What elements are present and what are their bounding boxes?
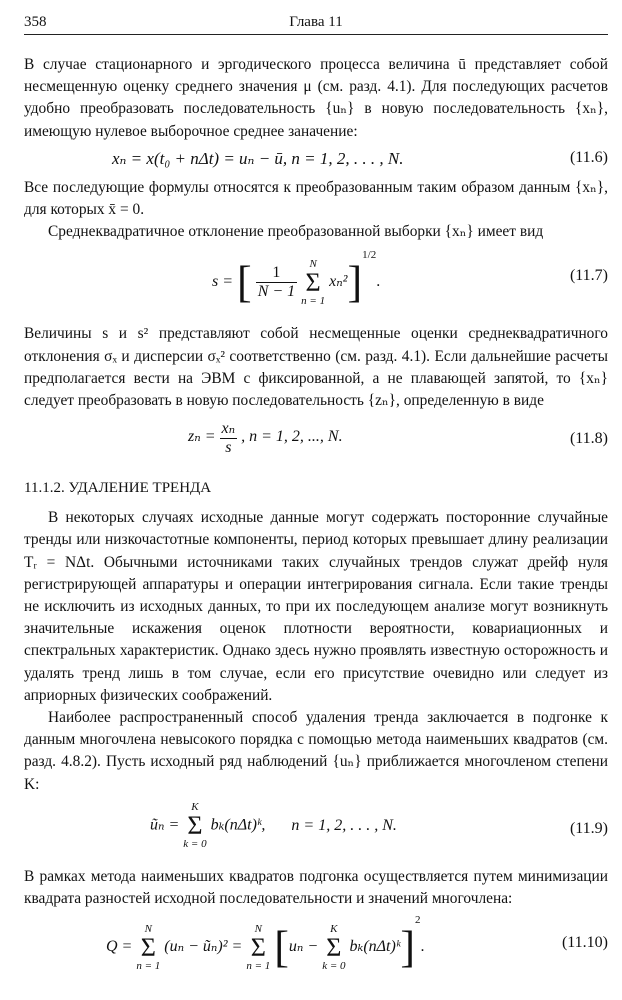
paragraph-trends: В некоторых случаях исходные данные могут содержать посторонние случайные тренды или низкочастотные компоненты, период которых превышает длину реализации Tᵣ = NΔt. Обычными источниками таких случайных трендов служат дрейф нуля регистрирующей аппаратуры и операции интегрирования сигнала. Если такие тренды не исключить из исходных данных, то при их последующем анализе могут возникнуть значительные искажения оценок плотности вероятности, ковариационных и спектральных характеристик. Однако здесь нужно проявлять известную осторожность и удалять тренд лишь в том случае, если его присутствие очевидно или следует из априорных физических соображений. xyxy=(24,509,608,704)
eq7-fraction xyxy=(256,264,297,301)
eq10-sum2-top: N xyxy=(254,922,262,935)
eq10-sum3-bottom: k = 0 xyxy=(322,959,346,972)
eq10-sum1: N Σ n = 1 xyxy=(136,922,161,972)
eq7-sum-bottom: n = 1 xyxy=(301,294,326,307)
page-number: 358 xyxy=(24,14,47,30)
header-rule xyxy=(24,34,608,35)
eq8-denominator: s xyxy=(225,439,232,457)
equation-11-9 xyxy=(24,796,608,866)
eq9-sum-bottom: k = 0 xyxy=(183,837,207,850)
equation-number-11-7: (11.7) xyxy=(569,267,608,285)
equation-11-8 xyxy=(24,412,608,470)
equation-11-10 xyxy=(24,910,608,986)
eq8-lhs: zₙ = xyxy=(188,428,216,446)
paragraph-std-dev: Среднеквадратичное отклонение преобразованной выборки {xₙ} имеет вид xyxy=(48,223,544,241)
paragraph-intro: В случае стационарного и эргодического процесса величина ū представляет собой несмещенную оценку среднего значения μ (см. разд. 4.1). Для последующих расчетов удобно преобразовать последовательность {uₙ} в новую последовательность {xₙ}, имеющую нулевое выборочное среднее заначение: xyxy=(24,56,608,140)
eq10-power: 2 xyxy=(414,914,421,927)
paragraph-polynomial: Наиболее распространенный способ удаления тренда заключается в подгонке к данным многочлена невысокого порядка с помощью метода наименьших квадратов (см. разд. 4.8.2). Пусть исходный ряд наблюдений {uₙ} приближается многочленом степени K: xyxy=(24,709,608,793)
eq10-term1: (uₙ − ũₙ)² = xyxy=(164,938,243,956)
eq9-term: bₖ(nΔt)ᵏ, xyxy=(210,816,266,834)
chapter-title: Глава 11 xyxy=(289,14,343,30)
equation-number-11-10: (11.10) xyxy=(561,934,608,952)
equation-11-7-body: s = [ $\frac{1}{N - 1}$ N Σ n = 1 xₙ²]$^{1/2}$. xyxy=(212,249,381,307)
eq10-inner-a: uₙ − xyxy=(288,938,319,956)
eq10-inner-b: bₖ(nΔt)ᵏ xyxy=(349,938,401,956)
equation-11-6-body: xₙ = x(t₀ + nΔt) = uₙ − ū, n = 1, 2, . . . , N. xyxy=(112,148,404,168)
equation-11-6 xyxy=(24,143,608,177)
eq7-sum: N Σ n = 1 xyxy=(301,257,326,307)
eq7-numerator: 1 xyxy=(256,264,297,283)
equation-11-10-body: Q = N Σ n = 1 (uₙ − ũₙ)² = N Σ n = 1 [uₙ − K Σ k = 0 bₖ(nΔt)ᵏ]$^2$. xyxy=(106,914,425,972)
book-page xyxy=(24,10,608,986)
eq9-tail: n = 1, 2, . . . , N. xyxy=(291,816,397,834)
eq9-sum: K Σ k = 0 xyxy=(183,800,207,850)
equation-number-11-8: (11.8) xyxy=(569,430,608,448)
page-header xyxy=(24,10,608,36)
section-heading: 11.1.2. УДАЛЕНИЕ ТРЕНДА xyxy=(24,480,212,497)
equation-number-11-9: (11.9) xyxy=(569,819,608,837)
eq7-power: 1/2 xyxy=(362,249,377,262)
equation-11-8-body xyxy=(188,418,343,457)
eq10-sum3-top: K xyxy=(330,922,338,935)
eq7-denominator: N − 1 xyxy=(257,283,296,301)
eq10-sum1-bottom: n = 1 xyxy=(136,959,161,972)
eq7-term: xₙ² xyxy=(329,273,348,291)
eq7-sum-top: N xyxy=(309,257,317,270)
eq10-sum1-top: N xyxy=(144,922,152,935)
eq10-sum3: K Σ k = 0 xyxy=(322,922,346,972)
eq10-sum2: N Σ n = 1 xyxy=(246,922,271,972)
eq8-numerator: xₙ xyxy=(221,420,236,438)
paragraph-estimates: Величины s и s² представляют собой несмещенные оценки среднеквадратичного отклонения σₓ и дисперсии σₓ² соответственно (см. разд. 4.1). Если дальнейшие расчеты предполагается вести на ЭВМ с фиксированной, а не плавающей запятой, то {xₙ} следует преобразовать в новую последовательность {zₙ}, определенную в виде xyxy=(24,325,608,410)
eq9-sum-top: K xyxy=(191,800,199,813)
paragraph-transformed: Все последующие формулы относятся к преобразованным таким образом данным {xₙ}, для которых x̄ = 0. xyxy=(24,178,608,219)
equation-11-9-body xyxy=(150,802,397,850)
eq10-sum2-bottom: n = 1 xyxy=(246,959,271,972)
eq8-tail: , n = 1, 2, ..., N. xyxy=(241,428,343,446)
eq8-fraction xyxy=(220,418,238,457)
equation-number-11-6: (11.6) xyxy=(569,148,608,166)
eq9-lhs: ũₙ = xyxy=(150,816,180,834)
equation-11-7 xyxy=(24,243,608,323)
paragraph-least-squares: В рамках метода наименьших квадратов подгонка осуществляется путем минимизации квадрата разностей исходной последовательности и значений многочлена: xyxy=(24,867,608,908)
eq10-lhs: Q = xyxy=(106,938,133,956)
eq7-lhs: s = xyxy=(212,273,234,291)
